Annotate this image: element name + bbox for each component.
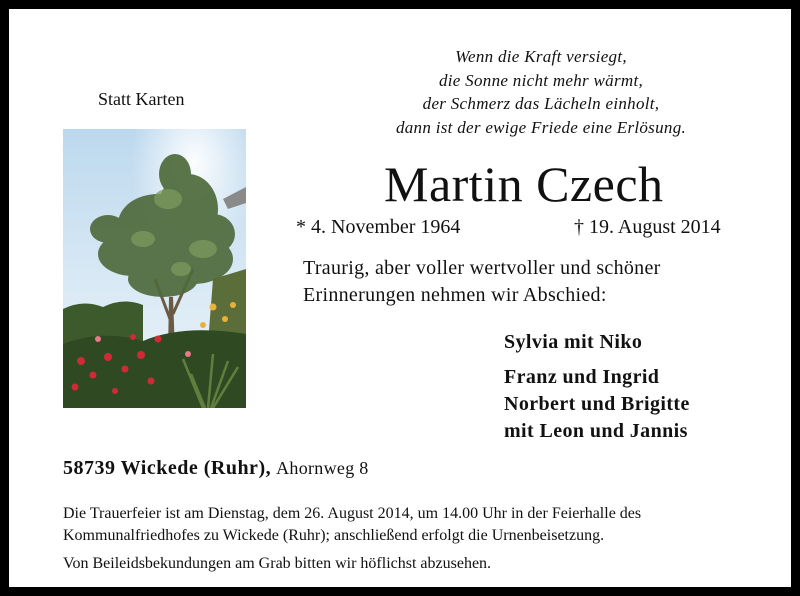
mourners-list [504, 329, 690, 445]
funeral-notice [63, 503, 641, 575]
notice-line: Von Beileidsbekundungen am Grab bitten wir höflichst abzusehen. [63, 555, 492, 572]
address [63, 457, 369, 480]
address-street: Ahornweg 8 [276, 458, 369, 478]
poem-line: die Sonne nicht mehr wärmt, [438, 70, 644, 90]
birth-date: * 4. November 1964 [296, 216, 461, 238]
statt-karten-label: Statt Karten [98, 89, 185, 109]
notice-line: Die Trauerfeier ist am Dienstag, dem 26. August 2014, um 14.00 Uhr in der Feierhalle des [63, 505, 642, 522]
farewell-line: Traurig, aber voller wertvoller und schöner [303, 257, 661, 279]
memorial-photo [63, 129, 246, 408]
mourner-entry: Norbert und Brigitte [504, 393, 690, 415]
poem-line: der Schmerz das Lächeln einholt, [422, 94, 660, 113]
mourner-entry: Sylvia mit Niko [504, 331, 643, 353]
mourner-entry: Franz und Ingrid [504, 366, 660, 388]
poem-line: Wenn die Kraft versiegt, [455, 47, 627, 66]
poem-line: dann ist der ewige Friede eine Erlösung. [395, 117, 687, 137]
poem [361, 45, 721, 139]
notice-line: Kommunalfriedhofes zu Wickede (Ruhr); anschließend erfolgt die Urnenbeisetzung. [63, 527, 605, 544]
death-date: † 19. August 2014 [574, 216, 721, 238]
mourner-entry: mit Leon und Jannis [504, 420, 688, 442]
farewell-line: Erinnerungen nehmen wir Abschied: [303, 284, 607, 306]
address-city: 58739 Wickede (Ruhr), [63, 457, 272, 479]
deceased-name: Martin Czech [384, 156, 664, 212]
farewell-text [303, 255, 661, 309]
